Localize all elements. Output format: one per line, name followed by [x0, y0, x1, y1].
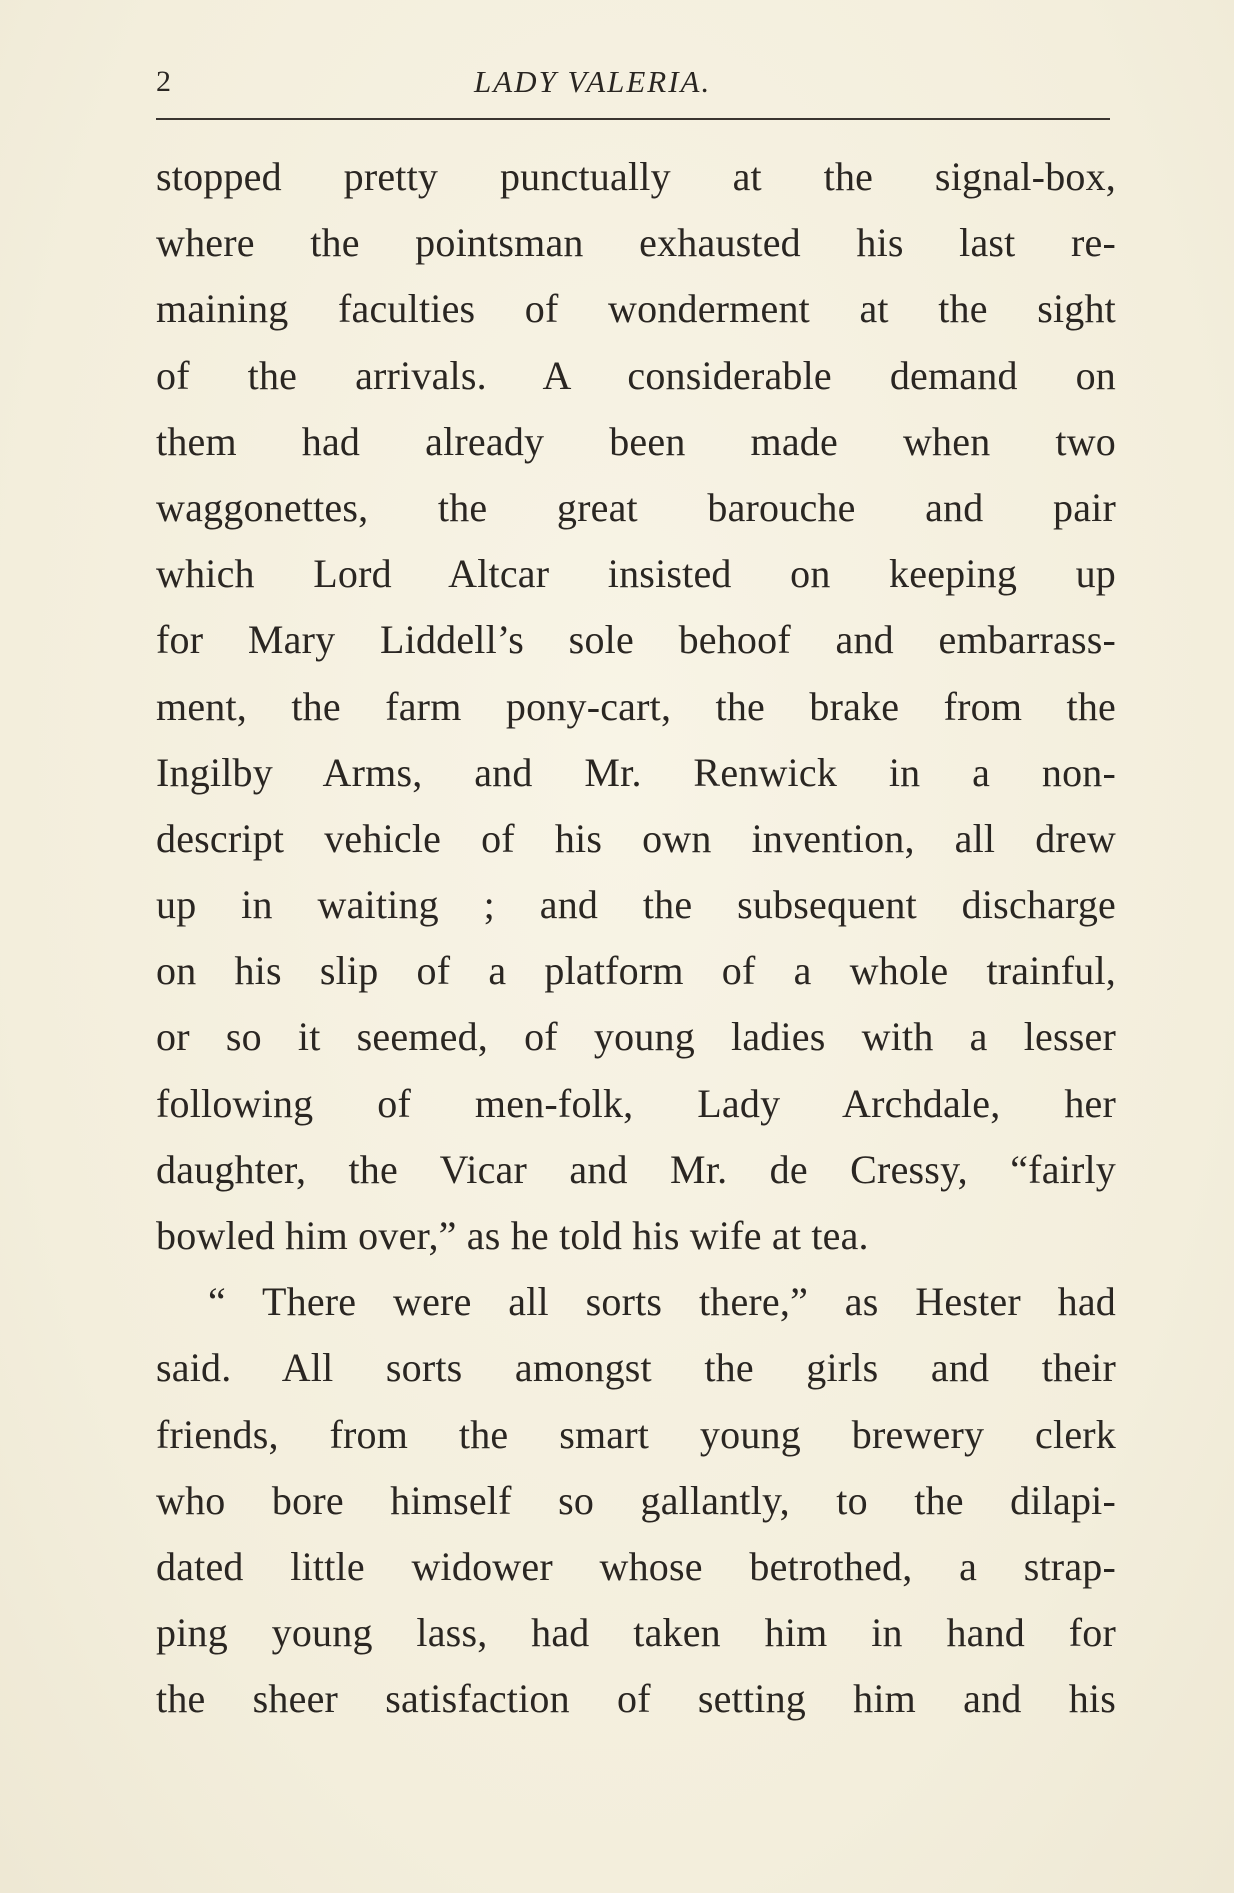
body-text: [156, 144, 1116, 1733]
text-line: friends, from the smart young brewery clerk: [156, 1411, 1116, 1457]
text-line: said. All sorts amongst the girls and their: [156, 1345, 1116, 1391]
text-line: Ingilby Arms, and Mr. Renwick in a non-: [156, 749, 1116, 795]
text-line: up in waiting ; and the subsequent discharge: [156, 882, 1116, 928]
text-line: waggonettes, the great barouche and pair: [156, 484, 1116, 530]
text-line: for Mary Liddell’s sole behoof and embarrass-: [156, 617, 1116, 663]
text-line: them had already been made when two: [156, 418, 1116, 464]
header-rule: [156, 118, 1110, 120]
text-line: the sheer satisfaction of setting him and his: [156, 1676, 1116, 1722]
text-line: on his slip of a platform of a whole trainful,: [156, 948, 1116, 994]
running-title: LADY VALERIA.: [474, 64, 712, 99]
text-line: dated little widower whose betrothed, a strap-: [156, 1543, 1116, 1589]
text-line: or so it seemed, of young ladies with a lesser: [156, 1014, 1116, 1060]
text-line: following of men-folk, Lady Archdale, her: [156, 1080, 1116, 1126]
text-line: who bore himself so gallantly, to the dilapi-: [156, 1477, 1116, 1523]
text-line: ping young lass, had taken him in hand for: [156, 1610, 1116, 1656]
text-line: descript vehicle of his own invention, all drew: [156, 815, 1116, 861]
text-line: stopped pretty punctually at the signal-box,: [156, 154, 1116, 199]
running-head: [156, 62, 1110, 102]
text-line: ment, the farm pony-cart, the brake from the: [156, 683, 1116, 729]
text-line: maining faculties of wonderment at the sight: [156, 286, 1116, 332]
page-number: 2: [156, 65, 171, 98]
text-line: bowled him over,” as he told his wife at tea.: [156, 1213, 869, 1258]
text-line: which Lord Altcar insisted on keeping up: [156, 551, 1116, 597]
text-line: where the pointsman exhausted his last re-: [156, 220, 1116, 266]
text-line: of the arrivals. A considerable demand on: [156, 352, 1116, 398]
text-line: daughter, the Vicar and Mr. de Cressy, “fairly: [156, 1146, 1116, 1192]
text-line: “ There were all sorts there,” as Hester had: [208, 1279, 1116, 1325]
